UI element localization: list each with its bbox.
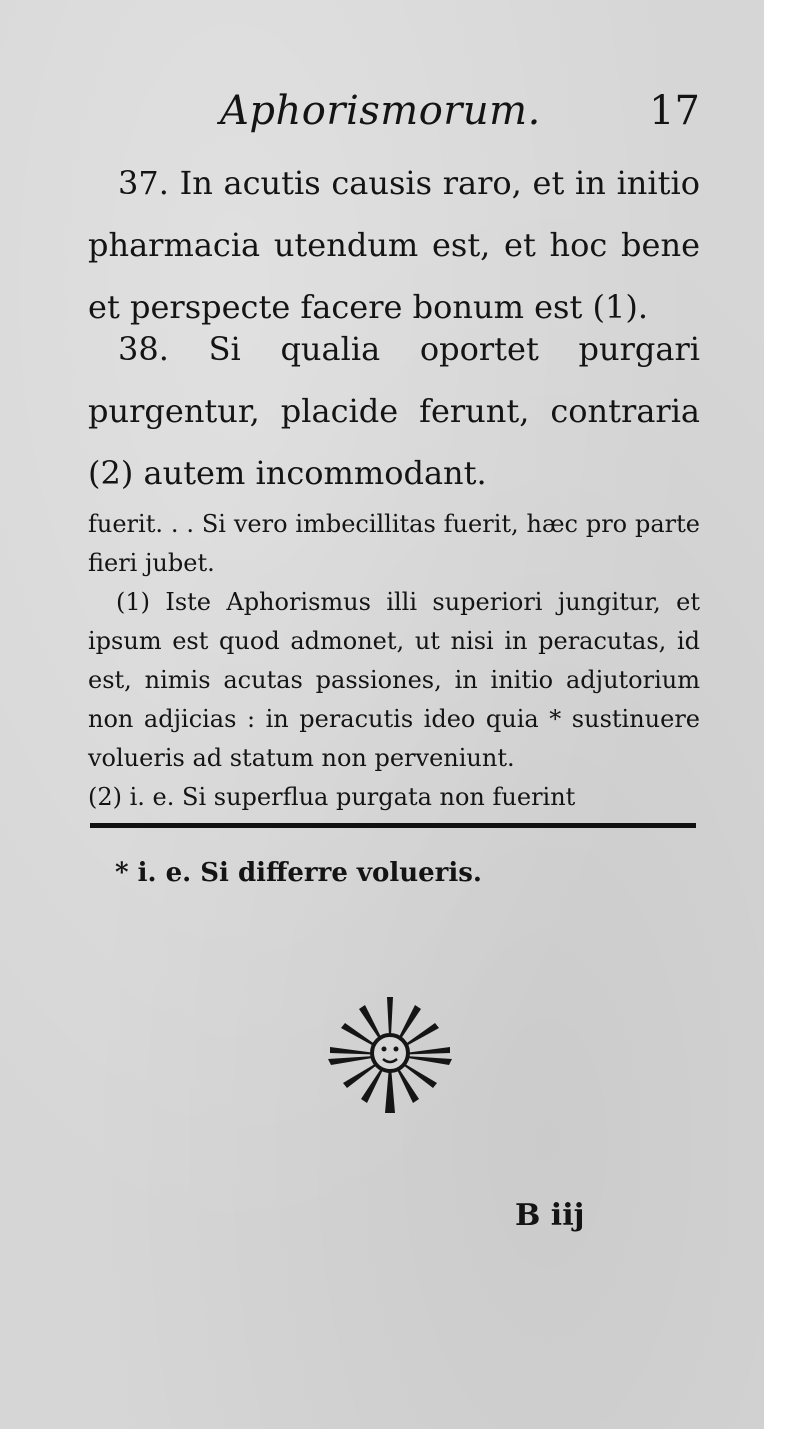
page-number: 17	[649, 88, 700, 134]
aphorism-text: In acutis causis raro, et in initio pharmacia utendum est, et hoc bene et perspecte facere bonum est (1).	[88, 164, 701, 326]
running-title: Aphorismorum.	[220, 88, 541, 134]
signature-mark: B iij	[515, 1198, 585, 1233]
note-2: (2) i. e. Si superflua purgata non fuerint	[88, 783, 576, 811]
aphorism-number: 38.	[118, 330, 169, 368]
aphorism-text: Si qualia oportet purgari purgentur, placide ferunt, contraria (2) autem incommodant.	[88, 330, 701, 492]
aphorism-number: 37.	[118, 164, 169, 202]
note-1: (1) Iste Aphorismus illi superiori jungitur, et ipsum est quod admonet, ut nisi in peracutas, id est, nimis acutas passiones, in initio adjutorium non adjicias : in peracutis ideo quia * sustinuere volueris ad statum non perveniunt.	[88, 588, 700, 772]
aphorism-38	[88, 318, 700, 504]
sunburst-cherub-ornament	[325, 995, 455, 1115]
note-continuation: fuerit. . . Si vero imbecillitas fuerit, hæc pro parte fieri jubet.	[88, 510, 700, 577]
page-header	[220, 88, 700, 148]
footnote-rule	[90, 823, 696, 828]
aphorism-37	[88, 152, 700, 338]
footnote: * i. e. Si differre volueris.	[115, 858, 482, 888]
commentary-notes	[88, 505, 700, 817]
page-edge	[764, 0, 782, 1429]
